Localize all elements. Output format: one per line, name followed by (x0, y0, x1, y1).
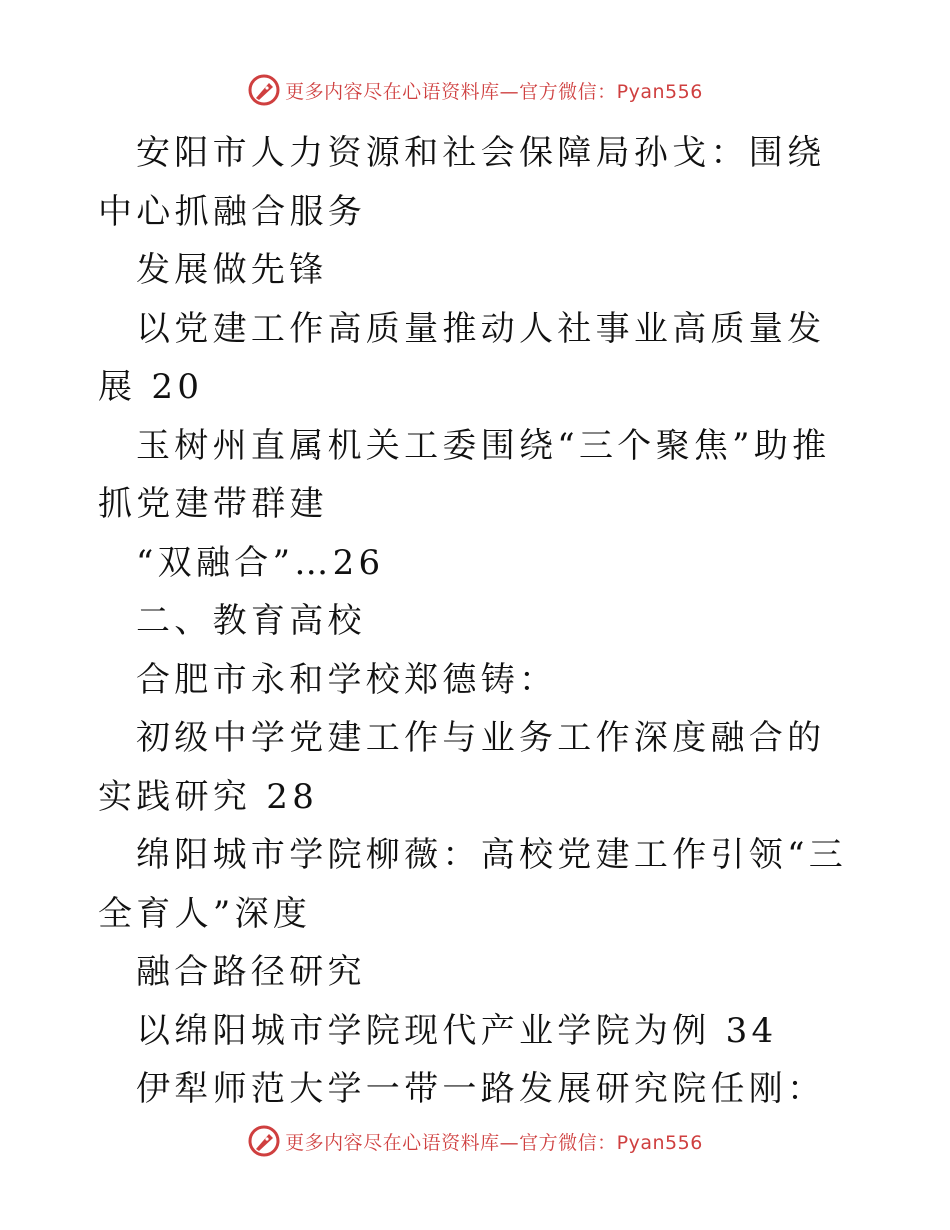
toc-entry: 以绵阳城市学院现代产业学院为例 34 (136, 1010, 778, 1051)
toc-entry: 安阳市人力资源和社会保障局孙戈：围绕中心抓融合服务 (98, 133, 826, 232)
header-watermark (0, 70, 950, 110)
toc-entry: 融合路径研究 (136, 952, 366, 992)
toc-entry: 绵阳城市学院柳薇：高校党建工作引领“三全育人”深度 (98, 835, 848, 934)
toc-entry: 伊犁师范大学一带一路发展研究院任刚： (136, 1069, 826, 1109)
watermark-text: 更多内容尽在心语资料库—官方微信：Pyan556 (285, 80, 703, 103)
watermark-text: 更多内容尽在心语资料库—官方微信：Pyan556 (285, 1131, 703, 1154)
pen-nib-logo-icon (247, 73, 281, 107)
toc-entry: 初级中学党建工作与业务工作深度融合的实践研究 28 (98, 718, 826, 817)
pen-nib-logo-icon (247, 1124, 281, 1158)
toc-entry: 发展做先锋 (136, 250, 328, 290)
toc-entry: 合肥市永和学校郑德铸： (136, 659, 558, 700)
toc-entry: “双融合”…26 (136, 542, 385, 583)
section-heading: 二、教育高校 (136, 601, 366, 641)
footer-watermark (0, 1121, 950, 1161)
toc-entry: 以党建工作高质量推动人社事业高质量发展 20 (98, 308, 826, 407)
document-body (98, 124, 858, 1119)
toc-entry: 玉树州直属机关工委围绕“三个聚焦”助推抓党建带群建 (98, 425, 831, 524)
